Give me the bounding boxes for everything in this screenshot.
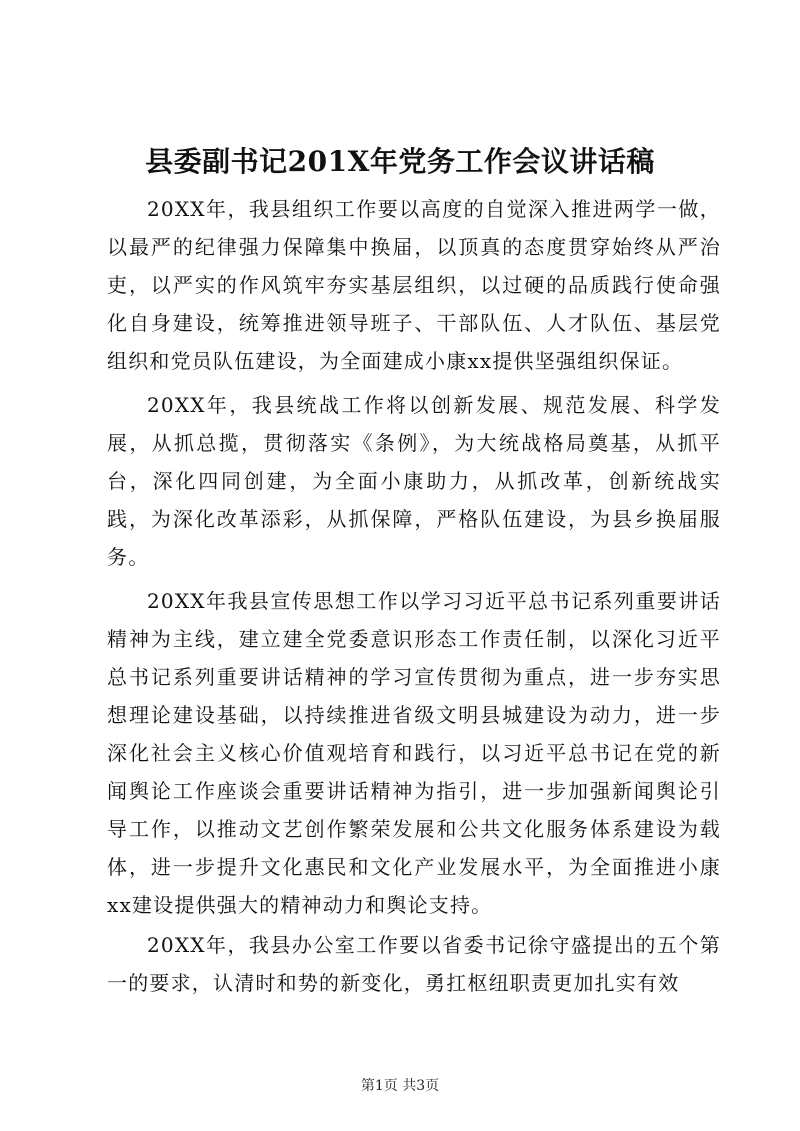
page-number-footer: 第1页 共3页 xyxy=(360,1078,440,1094)
paragraph-office-work: 20XX年，我县办公室工作要以省委书记徐守盛提出的五个第一的要求，认清时和势的新变化，勇扛枢纽职责更加扎实有效 xyxy=(107,933,721,995)
paragraph-united-front-work: 20XX年，我县统战工作将以创新发展、规范发展、科学发展，从抓总揽，贯彻落实《条例》，为大统战格局奠基，从抓平台，深化四同创建，为全面小康助力，从抓改革，创新统战实践，为深化改革添彩，从抓保障，严格队伍建设，为县乡换届服务。 xyxy=(107,393,721,569)
document-body xyxy=(107,190,721,1008)
paragraph-organization-work: 20XX年，我县组织工作要以高度的自觉深入推进两学一做，以最严的纪律强力保障集中换届，以顶真的态度贯穿始终从严治吏，以严实的作风筑牢夯实基层组织，以过硬的品质践行使命强化自身建设，统筹推进领导班子、干部队伍、人才队伍、基层党组织和党员队伍建设，为全面建成小康xx提供坚强组织保证。 xyxy=(107,197,721,373)
paragraph-publicity-work: 20XX年我县宣传思想工作以学习习近平总书记系列重要讲话精神为主线，建立建全党委意识形态工作责任制，以深化习近平总书记系列重要讲话精神的学习宣传贯彻为重点，进一步夯实思想理论建设基础，以持续推进省级文明县城建设为动力，进一步深化社会主义核心价值观培育和践行，以习近平总书记在党的新闻舆论工作座谈会重要讲话精神为指引，进一步加强新闻舆论引导工作，以推动文艺创作繁荣发展和公共文化服务体系建设为载体，进一步提升文化惠民和文化产业发展水平，为全面推进小康xx建设提供强大的精神动力和舆论支持。 xyxy=(107,589,721,917)
document-title: 县委副书记201X年党务工作会议讲话稿 xyxy=(145,145,655,178)
